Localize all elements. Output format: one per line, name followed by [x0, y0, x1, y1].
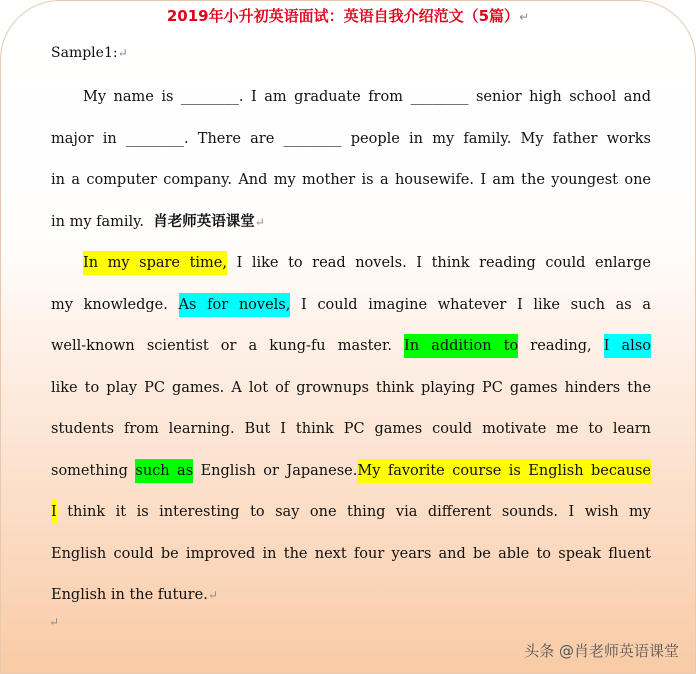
- highlight-yellow: My favorite course is English because: [357, 459, 651, 483]
- body-line: [51, 336, 651, 356]
- highlight-cyan: As for novels,: [179, 293, 291, 317]
- line-text: I like to read novels. I think reading could enlarge: [227, 255, 651, 271]
- sample-label-text: Sample1:: [51, 45, 118, 61]
- sample-label: [51, 45, 128, 61]
- line-text: English could be improved in the next four years and be able to speak fluent: [51, 546, 651, 562]
- line-text: in a computer company. And my mother is a housewife. I am the youngest one: [51, 172, 651, 188]
- paragraph-mark-icon: ↵: [117, 46, 128, 60]
- inline-signature: 肖老师英语课堂: [153, 214, 255, 230]
- body-line: [51, 129, 651, 149]
- body-line: [51, 419, 651, 439]
- line-text: think it is interesting to say one thing via different sounds. I wish my: [56, 504, 651, 520]
- line-text: well-known scientist or a kung-fu master.: [51, 338, 405, 354]
- line-text: My name is ________. I am graduate from ________ senior high school and: [83, 89, 651, 105]
- body-line: [51, 544, 651, 564]
- body-line: [51, 170, 651, 190]
- paragraph-mark-icon: ↵: [254, 215, 265, 229]
- line-text: my knowledge.: [51, 297, 179, 313]
- body-line: [51, 585, 651, 605]
- line-text: like to play PC games. A lot of grownups think playing PC games hinders the: [51, 380, 651, 396]
- title-text: 2019年小升初英语面试：英语自我介绍范文（5篇）: [166, 7, 520, 25]
- line-text: reading,: [518, 338, 604, 354]
- body-line: [51, 253, 651, 273]
- highlight-green: In addition to: [404, 334, 518, 358]
- highlight-green: such as: [135, 459, 193, 483]
- body-line: [51, 502, 651, 522]
- highlight-yellow: I: [51, 500, 57, 524]
- body-line: [51, 87, 651, 107]
- line-text: something: [51, 463, 136, 479]
- line-text: major in ________. There are ________ people in my family. My father works: [51, 131, 651, 147]
- paragraph-mark-icon: ↵: [519, 10, 530, 24]
- line-text: I could imagine whatever I like such as a: [290, 297, 651, 313]
- body-line: [51, 212, 651, 232]
- line-text: in my family.: [51, 214, 145, 230]
- body-line: [51, 295, 651, 315]
- source-watermark: 头条 @肖老师英语课堂: [524, 642, 679, 660]
- body-line: [51, 461, 651, 481]
- line-text: English or Japanese.: [193, 463, 358, 479]
- line-text: students from learning. But I think PC games could motivate me to learn: [51, 421, 651, 437]
- highlight-yellow: In my spare time,: [83, 251, 227, 275]
- highlight-cyan: I also: [604, 334, 651, 358]
- paragraph-mark-icon: ↵: [49, 615, 60, 629]
- body-line: [51, 378, 651, 398]
- paragraph-mark-icon: ↵: [207, 588, 218, 602]
- document-title: [1, 5, 695, 26]
- line-text: English in the future.: [51, 587, 208, 603]
